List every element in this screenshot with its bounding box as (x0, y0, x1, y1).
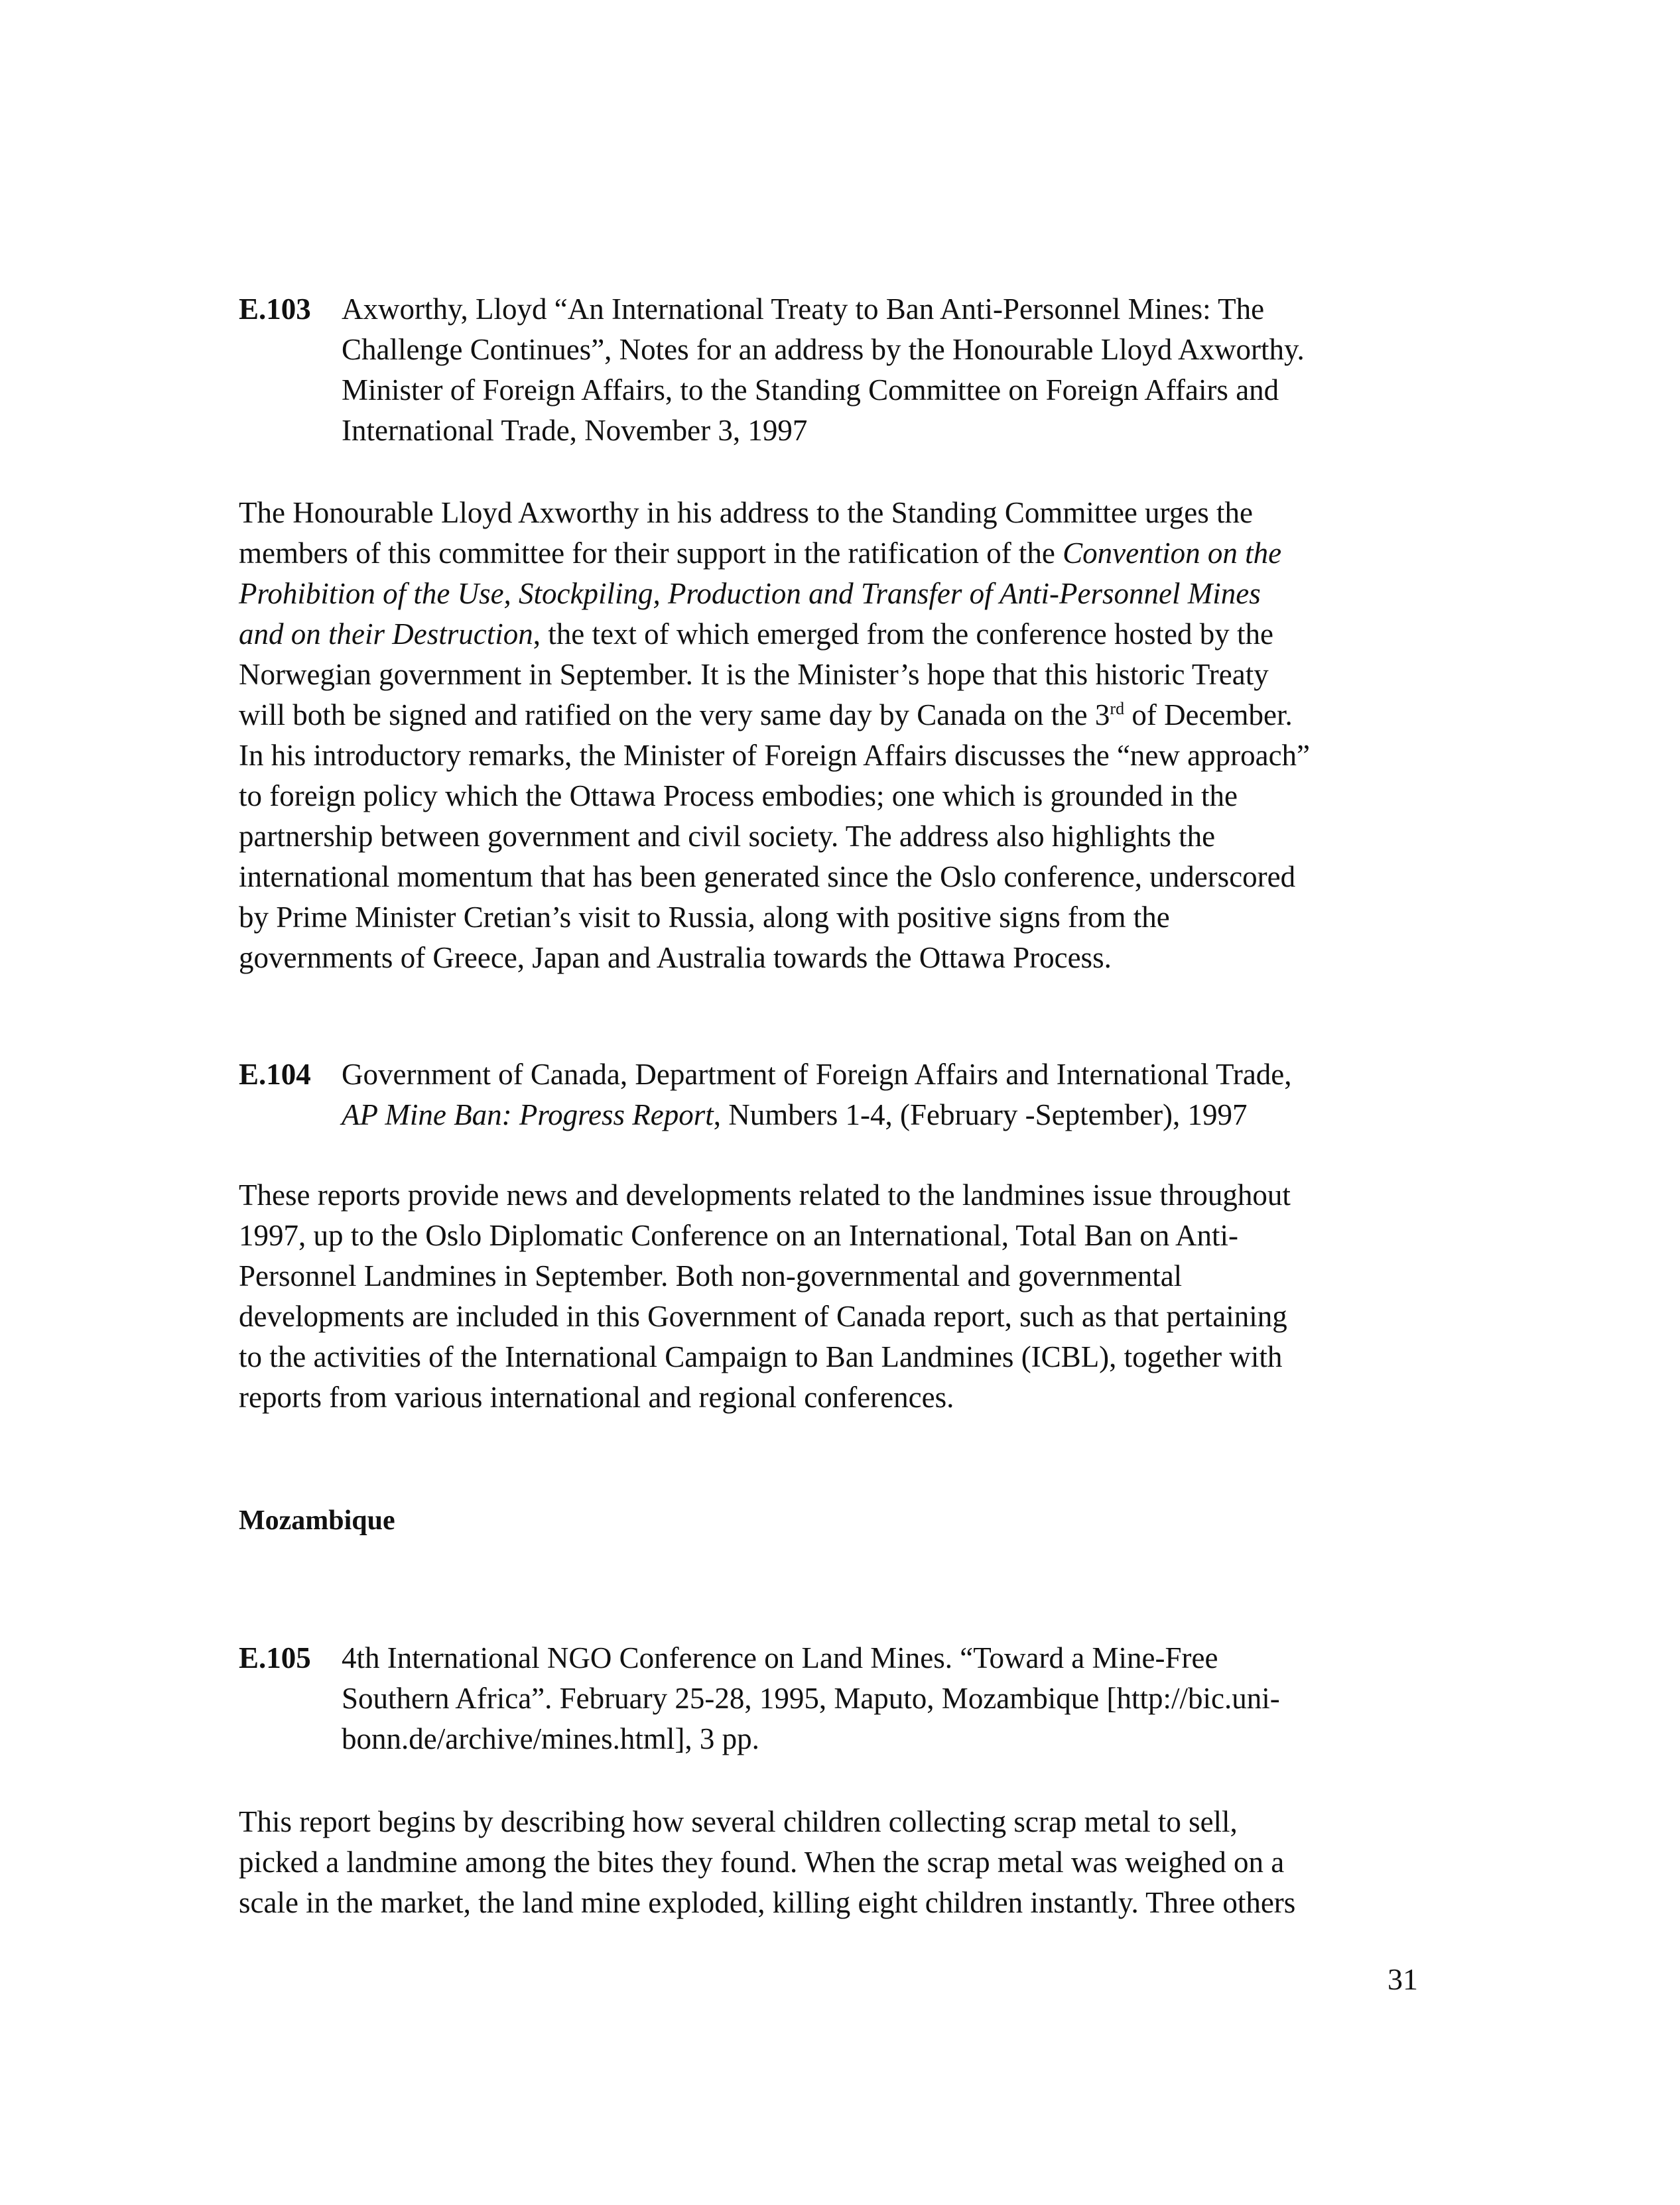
page-number: 31 (1388, 1962, 1418, 1996)
abstract-line: picked a landmine among the bites they found. When the scrap metal was weighed on a (239, 1846, 1285, 1879)
citation-line: International Trade, November 3, 1997 (342, 414, 808, 447)
abstract-line: by Prime Minister Cretian’s visit to Russia, along with positive signs from the (239, 901, 1170, 934)
citation-line: Minister of Foreign Affairs, to the Standing Committee on Foreign Affairs and (342, 373, 1279, 407)
abstract-line: This report begins by describing how several children collecting scrap metal to sell, (239, 1805, 1238, 1838)
abstract-line: governments of Greece, Japan and Australia towards the Ottawa Process. (239, 941, 1112, 974)
abstract-line: Prohibition of the Use, Stockpiling, Production and Transfer of Anti-Personnel Mines (239, 577, 1261, 610)
entry-e104-citation (239, 1054, 1446, 1135)
abstract-line: developments are included in this Government of Canada report, such as that pertaining (239, 1300, 1287, 1333)
abstract-line: In his introductory remarks, the Minister of Foreign Affairs discusses the “new approach” (239, 739, 1311, 772)
abstract-line: scale in the market, the land mine exploded, killing eight children instantly. Three others (239, 1886, 1296, 1919)
entry-code: E.103 (239, 292, 311, 326)
citation-line: bonn.de/archive/mines.html], 3 pp. (342, 1722, 759, 1755)
entry-code: E.104 (239, 1058, 311, 1091)
abstract-line: to the activities of the International Campaign to Ban Landmines (ICBL), together with (239, 1340, 1283, 1373)
abstract-line: will both be signed and ratified on the very same day by Canada on the 3rd of December. (239, 698, 1293, 731)
citation-line: 4th International NGO Conference on Land Mines. “Toward a Mine-Free (342, 1641, 1218, 1674)
abstract-line: and on their Destruction, the text of which emerged from the conference hosted by the (239, 617, 1273, 651)
abstract-line: 1997, up to the Oslo Diplomatic Conference on an International, Total Ban on Anti- (239, 1219, 1238, 1252)
abstract-line: The Honourable Lloyd Axworthy in his address to the Standing Committee urges the (239, 496, 1253, 529)
abstract-line: These reports provide news and developments related to the landmines issue throughout (239, 1178, 1291, 1212)
abstract-line: partnership between government and civil society. The address also highlights the (239, 820, 1216, 853)
abstract-line: international momentum that has been generated since the Oslo conference, underscored (239, 860, 1296, 893)
entry-code: E.105 (239, 1641, 311, 1674)
citation-line: Government of Canada, Department of Foreign Affairs and International Trade, (342, 1058, 1292, 1091)
citation-line: AP Mine Ban: Progress Report, Numbers 1-4, (February -September), 1997 (342, 1098, 1248, 1131)
entry-e105-citation (239, 1638, 1446, 1759)
citation-line: Challenge Continues”, Notes for an address by the Honourable Lloyd Axworthy. (342, 333, 1305, 366)
abstract-line: members of this committee for their support in the ratification of the Convention on the (239, 536, 1282, 570)
abstract-line: reports from various international and regional conferences. (239, 1381, 954, 1414)
citation-line: Axworthy, Lloyd “An International Treaty to Ban Anti-Personnel Mines: The (342, 292, 1265, 326)
abstract-line: to foreign policy which the Ottawa Process embodies; one which is grounded in the (239, 779, 1238, 812)
entry-e103-abstract (239, 493, 1419, 978)
section-heading: Mozambique (239, 1505, 395, 1536)
entry-e104-abstract (239, 1175, 1419, 1418)
entry-e105-abstract (239, 1802, 1419, 1923)
entry-e103-citation (239, 289, 1446, 451)
abstract-line: Norwegian government in September. It is the Minister’s hope that this historic Treaty (239, 658, 1269, 691)
abstract-line: Personnel Landmines in September. Both non-governmental and governmental (239, 1259, 1183, 1292)
citation-line: Southern Africa”. February 25-28, 1995, Maputo, Mozambique [http://bic.uni- (342, 1682, 1280, 1715)
